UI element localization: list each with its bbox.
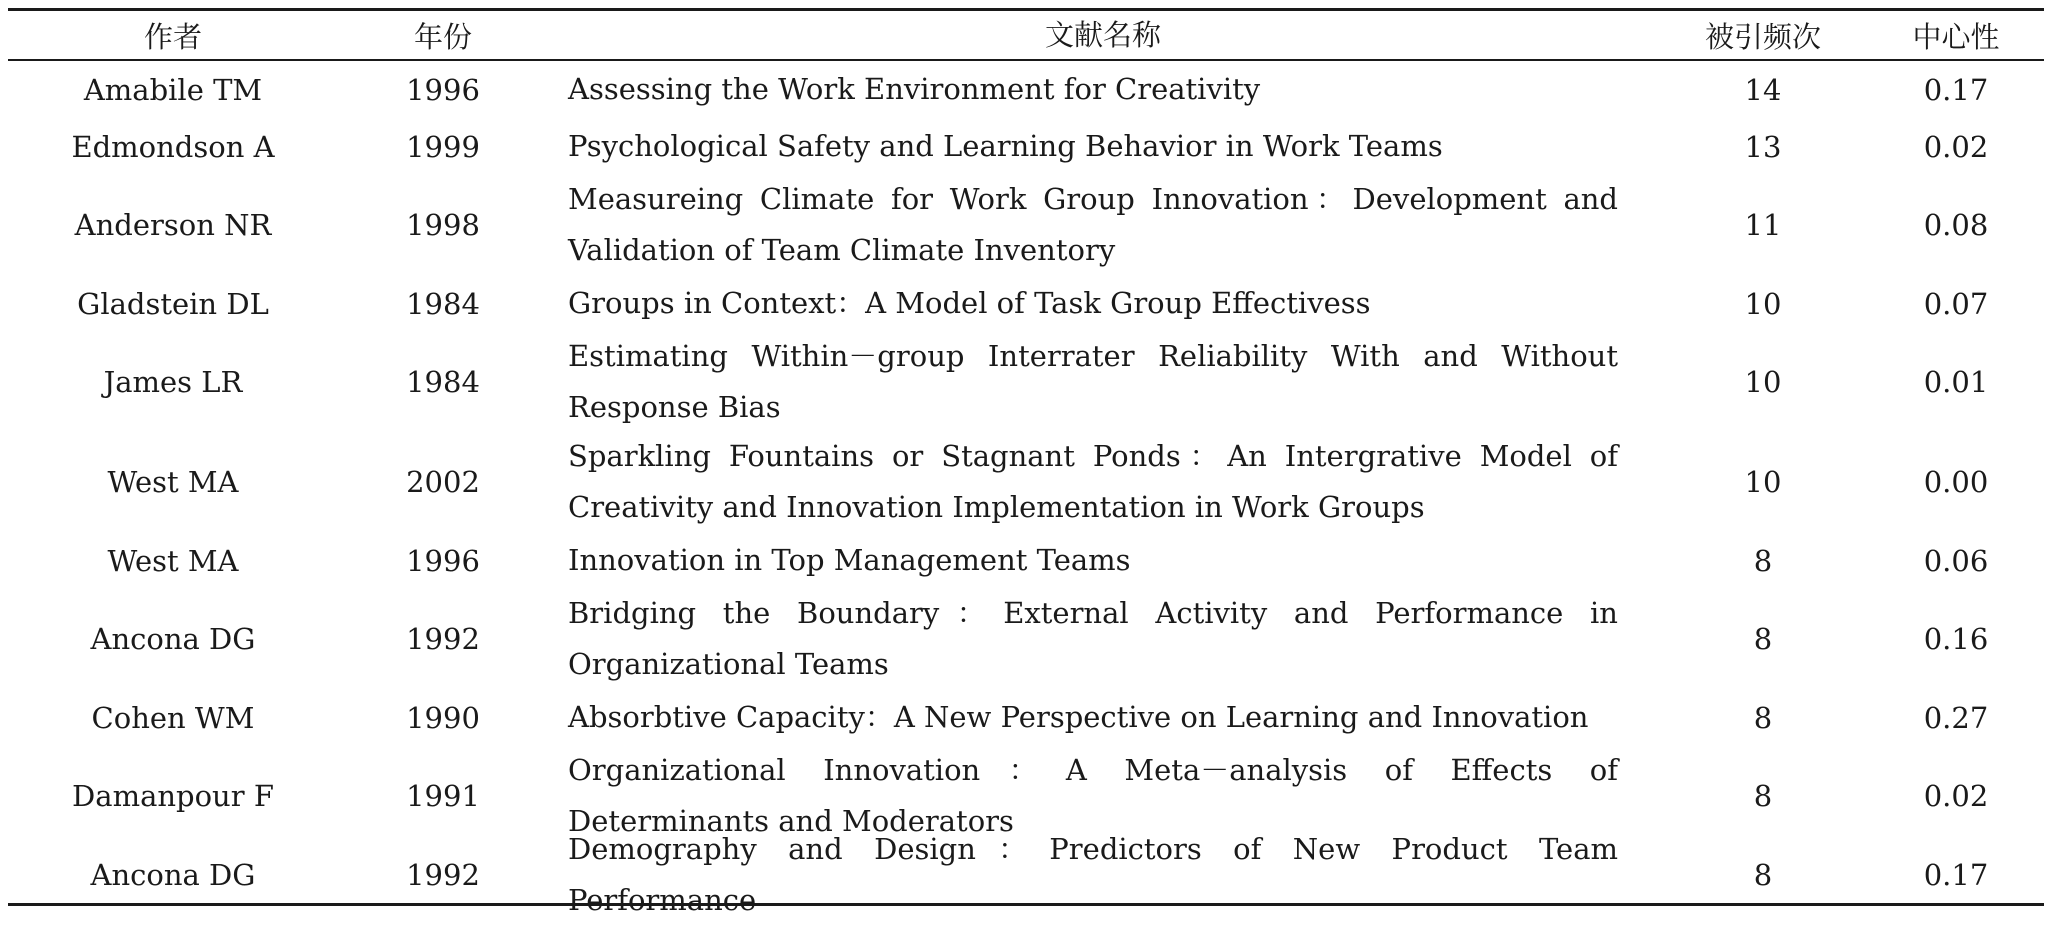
cell-author: Amabile TM (83, 72, 263, 107)
cell-citations: 13 (1744, 129, 1782, 164)
cell-title: Assessing the Work Environment for Creativity (568, 72, 1261, 106)
cell-centrality: 0.06 (1923, 543, 1989, 578)
cell-centrality: 0.01 (1923, 365, 1989, 399)
cell-author: Ancona DG (90, 857, 256, 892)
citation-table (8, 8, 2044, 917)
cell-title: Bridging the Boundary：External Activity and Performance in Organizational Teams (568, 596, 1618, 681)
cell-year: 1998 (406, 208, 480, 242)
cell-title: Groups in Context：A Model of Task Group Effectivess (568, 286, 1371, 320)
cell-title: Estimating Within－group Interrater Reliability With and Without Response Bias (568, 339, 1618, 424)
cell-author: Damanpour F (72, 779, 274, 813)
cell-citations: 10 (1744, 365, 1782, 399)
table-row (8, 532, 2044, 589)
cell-year: 1996 (406, 543, 480, 578)
cell-centrality: 0.02 (1923, 129, 1989, 164)
cell-citations: 8 (1753, 700, 1773, 735)
cell-centrality: 0.27 (1923, 700, 1989, 735)
header-author: 作者 (143, 19, 202, 54)
cell-author: Cohen WM (91, 700, 255, 735)
table-row (8, 175, 2044, 275)
cell-title: Measureing Climate for Work Group Innovation：Development and Validation of Team Climate Inventory (568, 182, 1618, 267)
cell-centrality: 0.00 (1923, 465, 1989, 499)
cell-title: Absorbtive Capacity：A New Perspective on Learning and Innovation (568, 700, 1589, 734)
cell-title: Organizational Innovation：A Meta－analysis of Effects of Determinants and Moderators (568, 753, 1618, 838)
cell-title: Psychological Safety and Learning Behavior in Work Teams (568, 129, 1443, 163)
cell-citations: 10 (1744, 286, 1782, 321)
header-title: 文献名称 (1044, 17, 1161, 52)
cell-citations: 8 (1753, 622, 1773, 656)
cell-centrality: 0.16 (1923, 622, 1989, 656)
cell-citations: 10 (1744, 465, 1782, 499)
cell-year: 2002 (406, 465, 480, 499)
cell-author: Edmondson A (71, 129, 275, 164)
table-row (8, 61, 2044, 118)
cell-author: Anderson NR (74, 208, 272, 242)
cell-year: 1991 (406, 779, 480, 813)
cell-year: 1992 (406, 622, 480, 656)
cell-centrality: 0.08 (1923, 208, 1989, 242)
cell-centrality: 0.17 (1923, 72, 1989, 107)
cell-title: Demography and Design：Predictors of New Product Team Performance (568, 831, 1618, 917)
cell-title: Innovation in Top Management Teams (568, 543, 1131, 577)
table-row (8, 831, 2044, 917)
table-row (8, 589, 2044, 689)
cell-year: 1984 (406, 365, 480, 399)
cell-citations: 8 (1753, 857, 1773, 892)
header-citations: 被引频次 (1704, 19, 1821, 54)
cell-year: 1990 (406, 700, 480, 735)
cell-centrality: 0.02 (1923, 779, 1989, 813)
cell-centrality: 0.17 (1923, 857, 1989, 892)
cell-author: West MA (107, 543, 239, 578)
header-centrality: 中心性 (1912, 19, 2000, 54)
table-row (8, 275, 2044, 332)
table-body (8, 61, 2044, 917)
header-year: 年份 (413, 19, 472, 54)
cell-title: Sparkling Fountains or Stagnant Ponds：An Intergrative Model of Creativity and Innovation Implementation in Work Groups (568, 439, 1618, 524)
table-row (8, 689, 2044, 746)
cell-citations: 8 (1753, 779, 1773, 813)
cell-year: 1992 (406, 857, 480, 892)
cell-citations: 14 (1744, 72, 1782, 107)
cell-author: Ancona DG (90, 622, 256, 656)
cell-citations: 11 (1744, 208, 1782, 242)
table-header (8, 11, 2044, 59)
cell-author: West MA (107, 465, 239, 499)
table-row (8, 332, 2044, 432)
cell-year: 1996 (406, 72, 480, 107)
cell-centrality: 0.07 (1923, 286, 1989, 321)
table-row (8, 118, 2044, 175)
cell-year: 1999 (406, 129, 480, 164)
cell-author: James LR (103, 365, 243, 399)
cell-author: Gladstein DL (77, 286, 269, 321)
cell-citations: 8 (1753, 543, 1773, 578)
cell-year: 1984 (406, 286, 480, 321)
table-row (8, 432, 2044, 532)
